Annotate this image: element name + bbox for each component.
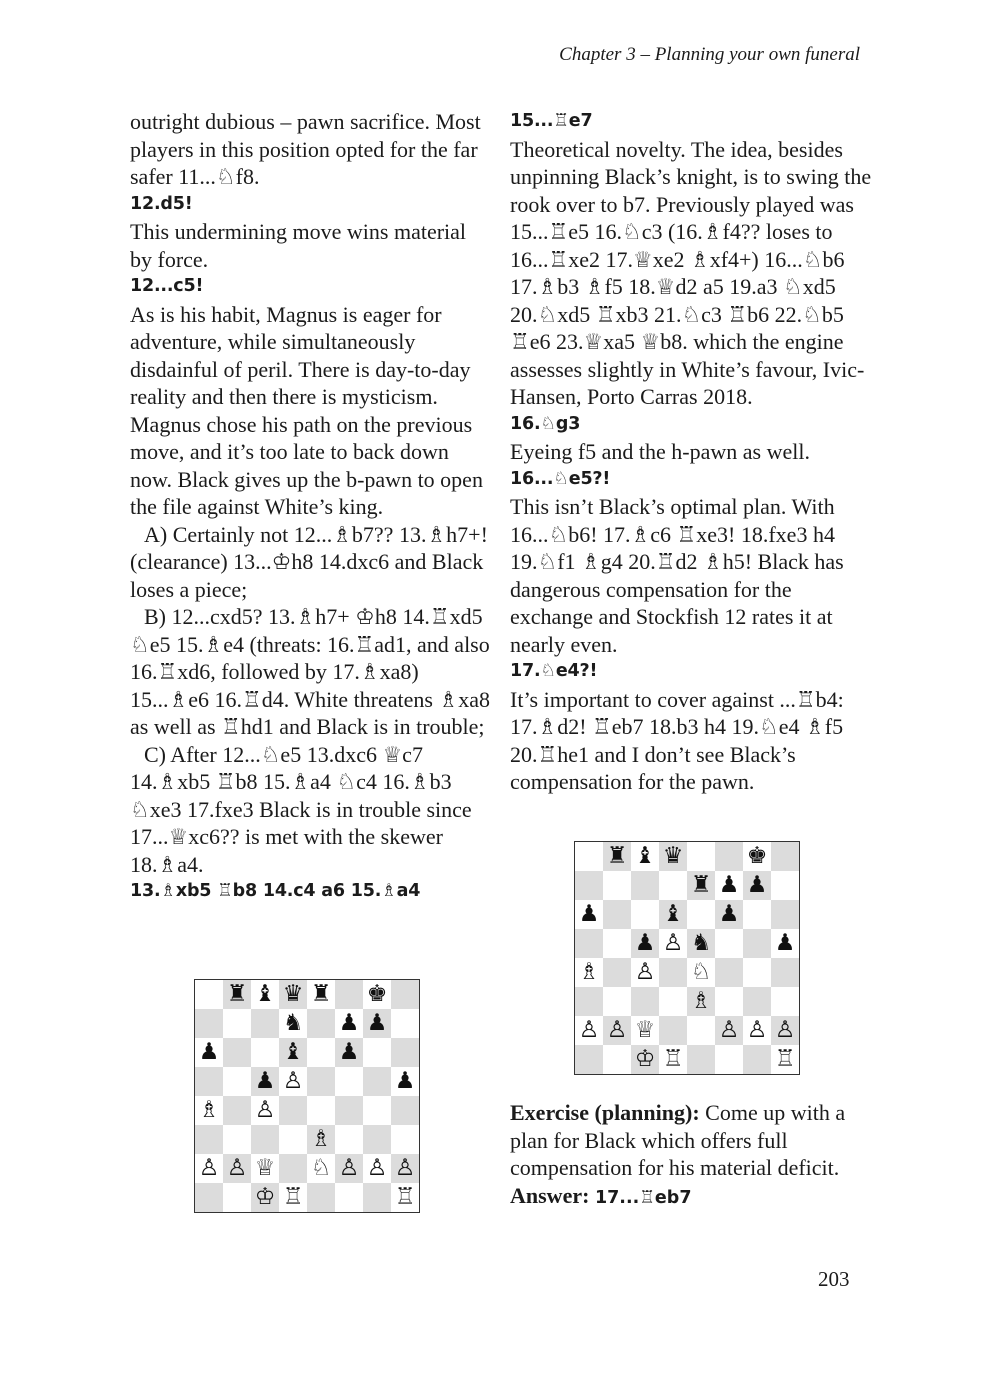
board-square	[603, 929, 631, 958]
board-square: ♜	[687, 871, 715, 900]
board-square	[603, 871, 631, 900]
board-square	[603, 900, 631, 929]
board-square: ♙	[391, 1154, 419, 1183]
board-square	[391, 1125, 419, 1154]
board-square: ♙	[195, 1154, 223, 1183]
move-heading: 12...c5!	[130, 276, 204, 296]
body-paragraph: As is his habit, Magnus is eager for adventure, while simultaneously disdainful of peril. There is day-to-day reality and then there is mysticism. Magnus chose his path on the previous move, and it’s too late to back down now. Black gives up the b-pawn to open the file against White’s king.	[130, 301, 483, 519]
board-square	[603, 958, 631, 987]
board-square	[575, 929, 603, 958]
board-square: ♝	[631, 842, 659, 871]
board-square: ♔	[631, 1045, 659, 1074]
board-square: ♛	[659, 842, 687, 871]
board-square	[603, 987, 631, 1016]
board-square	[743, 958, 771, 987]
chess-diagram-2	[574, 841, 800, 1075]
move-heading: 17.♘e4?!	[510, 661, 598, 681]
board-square	[715, 958, 743, 987]
board-square	[279, 1154, 307, 1183]
answer-line	[510, 1182, 872, 1213]
board-square	[363, 1038, 391, 1067]
board-square	[575, 1045, 603, 1074]
board-square: ♟	[335, 1038, 363, 1067]
board-square	[223, 1067, 251, 1096]
board-square: ♝	[279, 1038, 307, 1067]
board-square: ♟	[391, 1067, 419, 1096]
board-square	[631, 900, 659, 929]
body-paragraph: Theoretical novelty. The idea, besides unpinning Black’s knight, is to swing the rook over to b7. Previously played was 15...♖e5 16.♘c3 (16.♗f4?? loses to 16...♖xe2 17.♕xe2 ♗xf4+) 16...♘b6 17.♗b3 ♗f5 18.♕d2 a5 19.a3 ♘xd5 20.♘xd5 ♖xb3 21.♘c3 ♖b6 22.♘b5 ♖e6 23.♕xa5 ♕b8. which the engine assesses slightly in White’s favour, Ivic-Hansen, Porto Carras 2018.	[510, 136, 872, 409]
board-square	[575, 842, 603, 871]
board-square	[223, 1009, 251, 1038]
exercise-block	[510, 1099, 872, 1212]
board-square: ♙	[659, 929, 687, 958]
board-square: ♚	[743, 842, 771, 871]
board-square: ♙	[223, 1154, 251, 1183]
board-square: ♙	[715, 1016, 743, 1045]
board-square	[391, 1038, 419, 1067]
board-square: ♟	[363, 1009, 391, 1038]
board-square: ♟	[743, 871, 771, 900]
exercise-text: Come up with a plan for Black which offers full compensation for his material deficit.	[510, 1100, 846, 1180]
board-square: ♗	[195, 1096, 223, 1125]
board-square: ♙	[251, 1096, 279, 1125]
board-square	[335, 1183, 363, 1212]
board-square	[307, 1067, 335, 1096]
board-square	[687, 1016, 715, 1045]
board-square	[363, 1067, 391, 1096]
board-square: ♙	[335, 1154, 363, 1183]
move-heading: 13.♗xb5 ♖b8 14.c4 a6 15.♗a4	[130, 881, 421, 901]
board-square	[743, 987, 771, 1016]
body-paragraph: B) 12...cxd5? 13.♗h7+ ♔h8 14.♖xd5 ♘e5 15.♗e4 (threats: 16.♖ad1, and also 16.♖xd6, followed by 17.♗xa8) 15...♗e6 16.♖d4. White threatens ♗xa8 as well as ♖hd1 and Black is in trouble;	[130, 604, 490, 739]
move-heading: 12.d5!	[130, 193, 193, 214]
board-square: ♜	[223, 980, 251, 1009]
board-square	[771, 871, 799, 900]
board-square: ♗	[575, 958, 603, 987]
board-square	[335, 980, 363, 1009]
board-square	[335, 1067, 363, 1096]
board-square	[687, 900, 715, 929]
board-square: ♗	[307, 1125, 335, 1154]
page-number: 203	[818, 1267, 850, 1291]
body-paragraph: outright dubious – pawn sacrifice. Most players in this position opted for the far safer 11...♘f8.	[130, 109, 481, 189]
board-square	[279, 1125, 307, 1154]
exercise-paragraph	[510, 1099, 872, 1182]
body-paragraph: This undermining move wins material by force.	[130, 219, 467, 272]
board-square	[279, 1096, 307, 1125]
board-square	[715, 1045, 743, 1074]
board-square	[391, 1009, 419, 1038]
board-square: ♟	[251, 1067, 279, 1096]
board-square	[687, 1045, 715, 1074]
board-square	[771, 842, 799, 871]
board-square	[603, 1045, 631, 1074]
move-heading: 16...♘e5?!	[510, 468, 611, 489]
board-square: ♗	[687, 987, 715, 1016]
board-square: ♕	[251, 1154, 279, 1183]
board-square: ♖	[659, 1045, 687, 1074]
board-square	[223, 1038, 251, 1067]
board-square: ♕	[631, 1016, 659, 1045]
board-square: ♙	[603, 1016, 631, 1045]
board-square	[363, 1096, 391, 1125]
board-square: ♙	[631, 958, 659, 987]
board-square: ♘	[687, 958, 715, 987]
answer-move: 17...♖eb7	[594, 1187, 692, 1208]
board-square: ♙	[279, 1067, 307, 1096]
board-square: ♛	[279, 980, 307, 1009]
board-square	[743, 900, 771, 929]
running-head: Chapter 3 – Planning your own funeral	[559, 44, 860, 65]
board-square	[771, 900, 799, 929]
board-square: ♞	[687, 929, 715, 958]
board-square	[659, 958, 687, 987]
board-square	[631, 987, 659, 1016]
board-square	[363, 1183, 391, 1212]
board-square: ♙	[575, 1016, 603, 1045]
answer-label: Answer:	[510, 1182, 595, 1208]
board-square	[363, 1125, 391, 1154]
board-square: ♜	[603, 842, 631, 871]
chess-diagram-1	[194, 979, 420, 1213]
board-square	[743, 1045, 771, 1074]
board-square	[687, 842, 715, 871]
board-square	[659, 1016, 687, 1045]
board-square: ♟	[335, 1009, 363, 1038]
board-square	[715, 842, 743, 871]
board-square	[195, 1009, 223, 1038]
board-square	[771, 987, 799, 1016]
board-square	[335, 1096, 363, 1125]
board-square	[659, 871, 687, 900]
body-paragraph: Eyeing f5 and the h-pawn as well.	[510, 439, 810, 464]
body-paragraph: C) After 12...♘e5 13.dxc6 ♕c7 14.♗xb5 ♖b8 15.♗a4 ♘c4 16.♗b3 ♘xe3 17.fxe3 Black is in trouble since 17...♕xc6?? is met with the skewer 18.♗a4.	[130, 741, 472, 877]
board-square: ♚	[363, 980, 391, 1009]
board-square: ♟	[715, 871, 743, 900]
board-square: ♟	[631, 929, 659, 958]
move-heading: 16.♘g3	[510, 413, 581, 434]
board-square: ♝	[251, 980, 279, 1009]
board-square	[391, 980, 419, 1009]
right-column	[510, 108, 872, 796]
board-square	[223, 1183, 251, 1212]
board-square	[743, 929, 771, 958]
board-square	[715, 929, 743, 958]
board-square	[195, 1183, 223, 1212]
board-square	[575, 871, 603, 900]
body-paragraph: A) Certainly not 12...♗b7?? 13.♗h7+! (clearance) 13...♔h8 14.dxc6 and Black loses a piece;	[130, 521, 488, 602]
board-square	[335, 1125, 363, 1154]
board-square	[307, 1038, 335, 1067]
board-square	[575, 987, 603, 1016]
board-square: ♔	[251, 1183, 279, 1212]
body-paragraph: It’s important to cover against ...♖b4: 17.♗d2! ♖eb7 18.b3 h4 19.♘e4 ♗f5 20.♖he1 and I don’t see Black’s compensation for the pawn.	[510, 686, 844, 794]
board-square	[307, 1009, 335, 1038]
board-square	[223, 1125, 251, 1154]
board-square	[715, 987, 743, 1016]
exercise-label: Exercise (planning):	[510, 1100, 700, 1125]
board-square	[391, 1096, 419, 1125]
board-square: ♟	[715, 900, 743, 929]
board-square: ♜	[307, 980, 335, 1009]
board-square	[307, 1183, 335, 1212]
board-square	[195, 1067, 223, 1096]
board-square: ♘	[307, 1154, 335, 1183]
board-square: ♟	[771, 929, 799, 958]
board-square: ♞	[279, 1009, 307, 1038]
board-square	[251, 1009, 279, 1038]
board-square	[631, 871, 659, 900]
board-square: ♖	[771, 1045, 799, 1074]
board-square: ♟	[195, 1038, 223, 1067]
board-square: ♖	[391, 1183, 419, 1212]
body-paragraph: This isn’t Black’s optimal plan. With 16...♘b6! 17.♗c6 ♖xe3! 18.fxe3 h4 19.♘f1 ♗g4 20.♖d2 ♗h5! Black has dangerous compensation for the exchange and Stockfish 12 rates it at nearly even.	[510, 494, 844, 657]
board-square	[659, 987, 687, 1016]
board-square: ♟	[575, 900, 603, 929]
board-square	[223, 1096, 251, 1125]
move-heading: 15...♖e7	[510, 111, 593, 131]
board-square: ♙	[771, 1016, 799, 1045]
board-square	[195, 1125, 223, 1154]
board-square	[771, 958, 799, 987]
board-square: ♙	[743, 1016, 771, 1045]
board-square	[307, 1096, 335, 1125]
board-square: ♖	[279, 1183, 307, 1212]
board-square	[195, 980, 223, 1009]
board-square: ♝	[659, 900, 687, 929]
left-column	[130, 108, 492, 906]
board-square	[251, 1038, 279, 1067]
board-square	[251, 1125, 279, 1154]
board-square: ♙	[363, 1154, 391, 1183]
